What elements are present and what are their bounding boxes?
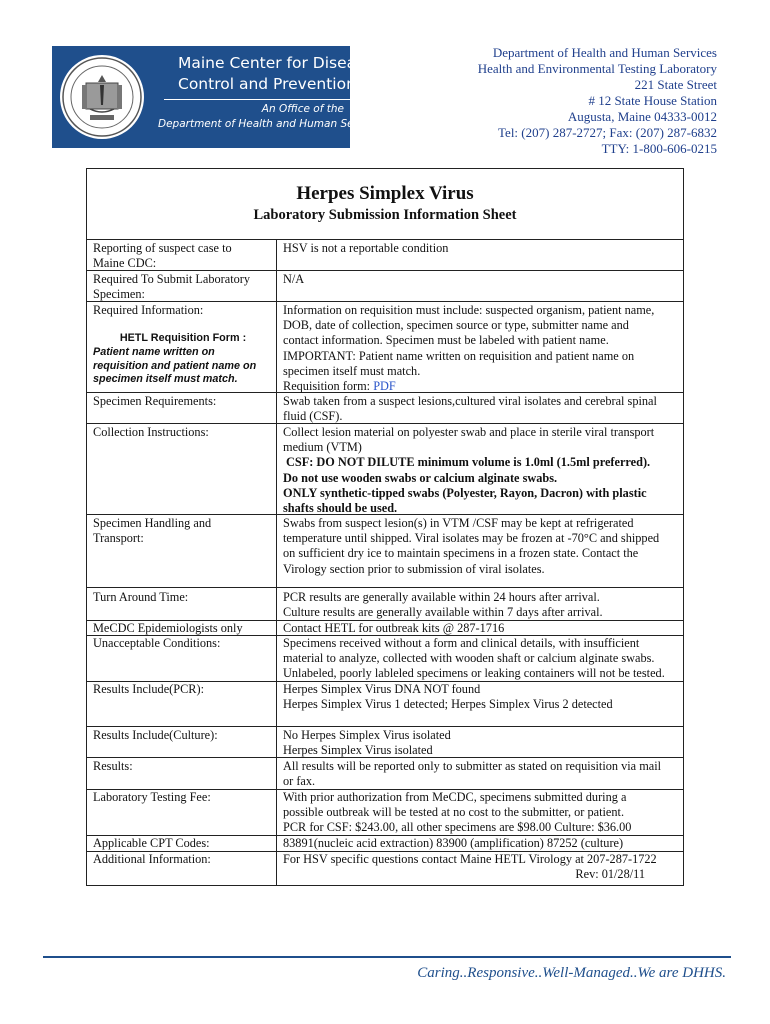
collection-instructions-label: Collection Instructions: bbox=[93, 425, 209, 439]
column-divider bbox=[276, 239, 277, 885]
logo-subtitle-line2: Department of Health and Human Services bbox=[158, 118, 385, 130]
hetl-note-line: requisition and patient name on bbox=[93, 359, 257, 372]
cpt-label: Applicable CPT Codes: bbox=[93, 836, 210, 850]
results-culture-label: Results Include(Culture): bbox=[93, 728, 218, 742]
hetl-requisition-heading: HETL Requisition Form : bbox=[119, 332, 247, 344]
address-block bbox=[478, 45, 717, 157]
results-label: Results: bbox=[93, 759, 133, 773]
unacceptable-label: Unacceptable Conditions: bbox=[93, 636, 221, 650]
hetl-requisition-note bbox=[93, 332, 273, 387]
address-line: Department of Health and Human Services bbox=[492, 45, 717, 60]
fee-value: With prior authorization from MeCDC, specimens submitted during a possible outbreak will be tested at no cost to the submitter, or patient. PCR for CSF: $243.00, all other specimens are $98.00 Culture: $36.00 bbox=[283, 790, 632, 835]
cpt-value: 83891(nucleic acid extraction) 83900 (amplification) 87252 (culture) bbox=[283, 836, 624, 850]
turnaround-value: PCR results are generally available within 24 hours after arrival. Culture results are generally available within 7 days after arrival. bbox=[283, 590, 603, 620]
address-line: TTY: 1-800-606-0215 bbox=[601, 141, 717, 156]
required-info-value: Information on requisition must include: suspected organism, patient name, DOB, date of collection, specimen source or type, submitter name and contact information. Specimen must be labeled with patient name. IMPORTANT: Patient name written on requisition and patient name on specimen itself must match. Requisition form: PDF bbox=[283, 303, 655, 394]
row-divider bbox=[87, 726, 683, 727]
document-title: Herpes Simplex Virus bbox=[296, 183, 474, 204]
revision-date: Rev: 01/28/11 bbox=[575, 867, 645, 882]
address-line: Augusta, Maine 04333-0012 bbox=[567, 109, 717, 124]
additional-info-label: Additional Information: bbox=[93, 852, 211, 866]
required-info-label: Required Information: bbox=[93, 303, 204, 317]
required-submit-value: N/A bbox=[283, 272, 305, 286]
footer-divider bbox=[43, 956, 731, 958]
collection-instructions-value: Collect lesion material on polyester swab and place in sterile viral transport medium (VTM) CSF: DO NOT DILUTE minimum volume is 1.0ml (1.5ml preferred). Do not use wooden swabs or calcium alginate swabs. ONLY synthetic-tipped swabs (Polyester, Rayon, Dacron) with plastic shafts should be used. bbox=[283, 425, 655, 516]
address-line: 221 State Street bbox=[634, 77, 717, 92]
reporting-label: Reporting of suspect case to Maine CDC: bbox=[93, 241, 232, 271]
document-subtitle: Laboratory Submission Information Sheet bbox=[253, 207, 517, 223]
specimen-requirements-label: Specimen Requirements: bbox=[93, 394, 217, 408]
results-pcr-label: Results Include(PCR): bbox=[93, 682, 205, 696]
epidemiologists-label: MeCDC Epidemiologists only bbox=[93, 621, 243, 635]
results-pcr-value: Herpes Simplex Virus DNA NOT found Herpes Simplex Virus 1 detected; Herpes Simplex Virus 2 detected bbox=[283, 682, 613, 712]
logo-title-line2: Control and Prevention bbox=[178, 75, 356, 93]
requisition-pdf-link[interactable]: PDF bbox=[373, 379, 396, 394]
turnaround-label: Turn Around Time: bbox=[93, 590, 189, 604]
footer-tagline: Caring..Responsive..Well-Managed..We are DHHS. bbox=[417, 965, 726, 981]
row-divider bbox=[87, 239, 683, 240]
handling-value: Swabs from suspect lesion(s) in VTM /CSF may be kept at refrigerated temperature until shipped. Viral isolates may be frozen at -70°C and shipped on sufficient dry ice to maintain specimens in a frozen state. Contact the Virology section prior to submission of viral isolates. bbox=[283, 516, 660, 576]
address-line: Health and Environmental Testing Laboratory bbox=[477, 61, 717, 76]
handling-label: Specimen Handling and Transport: bbox=[93, 516, 212, 546]
results-value: All results will be reported only to submitter as stated on requisition via mail or fax. bbox=[283, 759, 662, 789]
agency-logo-banner bbox=[52, 46, 385, 148]
logo-divider bbox=[164, 99, 350, 100]
logo-title-line1: Maine Center for Disease bbox=[178, 54, 374, 72]
address-line: Tel: (207) 287-2727; Fax: (207) 287-6832 bbox=[498, 125, 717, 140]
required-submit-label: Required To Submit Laboratory Specimen: bbox=[93, 272, 251, 302]
logo-subtitle-line1: An Office of the bbox=[261, 103, 344, 115]
state-seal-icon bbox=[60, 55, 144, 139]
results-culture-value: No Herpes Simplex Virus isolated Herpes Simplex Virus isolated bbox=[283, 728, 451, 758]
row-divider bbox=[87, 587, 683, 588]
hetl-note-line: specimen itself must match. bbox=[93, 373, 238, 386]
hetl-note-line: Patient name written on bbox=[93, 345, 215, 358]
epidemiologists-value: Contact HETL for outbreak kits @ 287-1716 bbox=[283, 621, 505, 635]
unacceptable-value: Specimens received without a form and clinical details, with insufficient material to analyze, collected with wooden shaft or calcium alginate swabs. Unlabeled, poorly lableled specimens or leaking containers will not be tested. bbox=[283, 636, 665, 681]
fee-label: Laboratory Testing Fee: bbox=[93, 790, 211, 804]
reporting-value: HSV is not a reportable condition bbox=[283, 241, 449, 255]
specimen-requirements-value: Swab taken from a suspect lesions,cultured viral isolates and cerebral spinal fluid (CSF). bbox=[283, 394, 657, 424]
additional-info-value: For HSV specific questions contact Maine HETL Virology at 207-287-1722 Rev: 01/28/11 bbox=[283, 852, 679, 882]
address-line: # 12 State House Station bbox=[588, 93, 717, 108]
submission-info-sheet bbox=[86, 168, 684, 886]
